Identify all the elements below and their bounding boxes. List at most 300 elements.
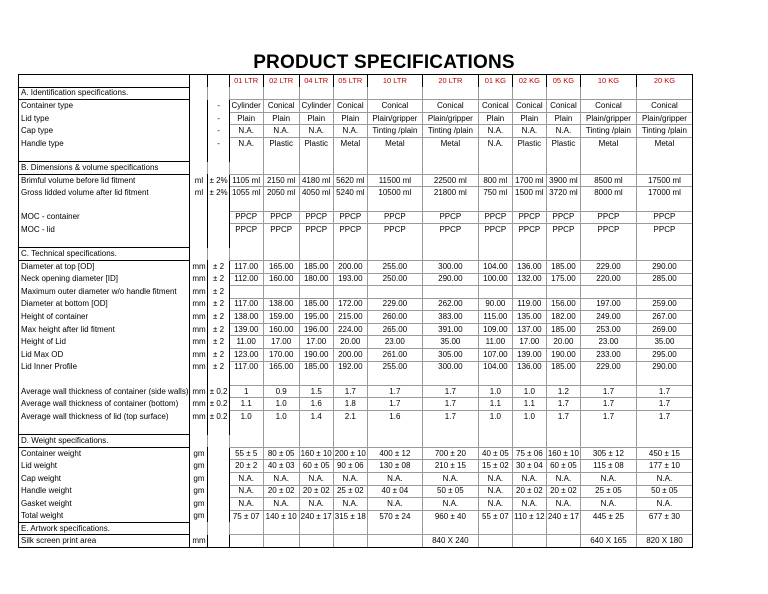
value-cell: PPCP	[580, 211, 636, 224]
value-cell	[263, 535, 299, 548]
value-cell: 25 ± 02	[333, 485, 367, 498]
spec-body	[19, 87, 693, 547]
empty-cell	[636, 236, 692, 248]
tolerance-cell	[208, 447, 229, 460]
empty-cell	[208, 162, 229, 175]
value-cell: 1055 ml	[229, 187, 263, 199]
empty-cell	[580, 199, 636, 211]
value-cell: Conical	[580, 100, 636, 113]
empty-cell	[263, 87, 299, 100]
value-cell: 75 ± 07	[229, 510, 263, 522]
empty-cell	[263, 150, 299, 162]
value-cell: 40 ± 05	[478, 447, 512, 460]
value-cell: 200.00	[333, 260, 367, 273]
value-cell: 185.00	[299, 361, 333, 373]
value-cell: 262.00	[422, 298, 478, 311]
value-cell: 445 ± 25	[580, 510, 636, 522]
value-cell: 30 ± 04	[512, 460, 546, 473]
empty-cell	[636, 522, 692, 535]
value-cell: 139.00	[229, 323, 263, 336]
value-cell: Conical	[367, 100, 422, 113]
empty-cell	[512, 162, 546, 175]
tolerance-cell: ± 2	[208, 336, 229, 349]
value-cell: 117.00	[229, 260, 263, 273]
empty-cell	[263, 199, 299, 211]
empty-cell	[229, 373, 263, 385]
value-cell: 285.00	[636, 273, 692, 286]
value-cell: 229.00	[367, 298, 422, 311]
empty-cell	[229, 150, 263, 162]
value-cell: Tinting /plain	[367, 125, 422, 138]
value-cell: 210 ± 15	[422, 460, 478, 473]
spec-row	[19, 411, 693, 423]
empty-cell	[299, 522, 333, 535]
value-cell: 220.00	[580, 273, 636, 286]
value-cell: 180.00	[299, 273, 333, 286]
empty-cell	[333, 87, 367, 100]
value-cell: 17.00	[299, 336, 333, 349]
value-cell: Conical	[263, 100, 299, 113]
empty-cell	[367, 435, 422, 448]
empty-cell	[263, 423, 299, 435]
spec-row	[19, 174, 693, 187]
tolerance-cell: ± 2	[208, 349, 229, 362]
value-cell: 5620 ml	[333, 174, 367, 187]
tolerance-cell: -	[208, 137, 229, 149]
value-cell: 1.7	[580, 398, 636, 411]
unit-cell: ml	[190, 174, 208, 187]
unit-cell: mm	[190, 535, 208, 548]
tolerance-cell: ± 2%	[208, 187, 229, 199]
value-cell: 90.00	[478, 298, 512, 311]
value-cell: 132.00	[512, 273, 546, 286]
unit-cell: mm	[190, 361, 208, 373]
empty-cell	[190, 435, 208, 448]
value-cell: N.A.	[422, 498, 478, 511]
spec-label: Cap type	[19, 125, 190, 138]
empty-cell	[422, 248, 478, 261]
header-spacer	[190, 75, 208, 88]
value-cell: 104.00	[478, 260, 512, 273]
value-cell: Conical	[512, 100, 546, 113]
value-cell: PPCP	[229, 224, 263, 236]
empty-cell	[512, 522, 546, 535]
tolerance-cell: -	[208, 100, 229, 113]
value-cell: 17000 ml	[636, 187, 692, 199]
value-cell: Plain	[546, 112, 580, 125]
spec-row	[19, 535, 693, 548]
spec-label: Height of container	[19, 311, 190, 324]
spec-label: Total weight	[19, 510, 190, 522]
spec-label: Diameter at top [OD]	[19, 260, 190, 273]
value-cell: 20.00	[333, 336, 367, 349]
value-cell: 1.7	[422, 411, 478, 423]
spec-row	[19, 498, 693, 511]
value-cell: 17500 ml	[636, 174, 692, 187]
capacity-header: 10 KG	[580, 75, 636, 88]
empty-cell	[546, 435, 580, 448]
value-cell: Conical	[478, 100, 512, 113]
spec-label: MOC - container	[19, 211, 190, 224]
unit-cell	[190, 137, 208, 149]
page-title: PRODUCT SPECIFICATIONS	[253, 52, 515, 73]
value-cell: 1.7	[367, 385, 422, 398]
empty-cell	[478, 87, 512, 100]
value-cell: N.A.	[263, 498, 299, 511]
value-cell: 20 ± 02	[546, 485, 580, 498]
value-cell: N.A.	[546, 473, 580, 486]
unit-cell: gm	[190, 447, 208, 460]
value-cell: 290.00	[422, 273, 478, 286]
value-cell: 820 X 180	[636, 535, 692, 548]
empty-cell	[263, 522, 299, 535]
empty-cell	[208, 522, 229, 535]
section-heading: A. Identification specifications.	[19, 87, 190, 100]
value-cell: 1.7	[422, 398, 478, 411]
value-cell: N.A.	[229, 137, 263, 149]
empty-cell	[546, 522, 580, 535]
empty-cell	[333, 423, 367, 435]
value-cell: 165.00	[263, 361, 299, 373]
empty-cell	[478, 373, 512, 385]
spec-label: Lid weight	[19, 460, 190, 473]
value-cell: 160 ± 10	[299, 447, 333, 460]
empty-cell	[478, 162, 512, 175]
unit-cell: mm	[190, 311, 208, 324]
empty-cell	[208, 373, 229, 385]
value-cell: Metal	[422, 137, 478, 149]
value-cell: 182.00	[546, 311, 580, 324]
unit-cell	[190, 211, 208, 224]
value-cell: Metal	[580, 137, 636, 149]
value-cell: N.A.	[263, 125, 299, 138]
empty-cell	[546, 162, 580, 175]
empty-cell	[190, 236, 208, 248]
value-cell: 1.6	[367, 411, 422, 423]
value-cell: N.A.	[478, 137, 512, 149]
empty-cell	[208, 435, 229, 448]
value-cell: 1.2	[546, 385, 580, 398]
spec-label: Gross lidded volume after lid fitment	[19, 187, 190, 199]
unit-cell: mm	[190, 398, 208, 411]
value-cell: PPCP	[512, 224, 546, 236]
value-cell: 140 ± 10	[263, 510, 299, 522]
value-cell: Plain	[512, 112, 546, 125]
empty-cell	[546, 199, 580, 211]
value-cell: PPCP	[367, 211, 422, 224]
value-cell: 1.8	[333, 398, 367, 411]
empty-cell	[636, 423, 692, 435]
value-cell: 1.7	[580, 411, 636, 423]
value-cell: Conical	[422, 100, 478, 113]
value-cell: 185.00	[299, 298, 333, 311]
spec-row	[19, 187, 693, 199]
spec-row	[19, 361, 693, 373]
value-cell	[299, 535, 333, 548]
tolerance-cell	[208, 510, 229, 522]
value-cell: 800 ml	[478, 174, 512, 187]
spec-row	[19, 273, 693, 286]
value-cell: Tinting /plain	[580, 125, 636, 138]
value-cell: Plain	[299, 112, 333, 125]
value-cell: 1.7	[367, 398, 422, 411]
unit-cell: mm	[190, 260, 208, 273]
value-cell: 1.1	[512, 398, 546, 411]
value-cell: N.A.	[229, 473, 263, 486]
spec-row	[19, 349, 693, 362]
section-row	[19, 435, 693, 448]
empty-cell	[229, 248, 263, 261]
value-cell: PPCP	[299, 224, 333, 236]
value-cell: Plain/gripper	[422, 112, 478, 125]
value-cell: 11.00	[478, 336, 512, 349]
empty-cell	[512, 236, 546, 248]
value-cell: 139.00	[512, 349, 546, 362]
value-cell: 159.00	[263, 311, 299, 324]
empty-cell	[546, 373, 580, 385]
tolerance-cell: ± 2%	[208, 174, 229, 187]
value-cell: N.A.	[367, 473, 422, 486]
value-cell: PPCP	[422, 211, 478, 224]
unit-cell: mm	[190, 286, 208, 299]
value-cell: 267.00	[636, 311, 692, 324]
value-cell: 1.0	[229, 411, 263, 423]
empty-cell	[580, 150, 636, 162]
value-cell	[512, 286, 546, 299]
empty-cell	[333, 199, 367, 211]
unit-cell: gm	[190, 473, 208, 486]
value-cell: 130 ± 08	[367, 460, 422, 473]
empty-cell	[299, 435, 333, 448]
value-cell: 185.00	[546, 260, 580, 273]
value-cell: 21800 ml	[422, 187, 478, 199]
value-cell: 11500 ml	[367, 174, 422, 187]
empty-cell	[208, 423, 229, 435]
value-cell: N.A.	[229, 125, 263, 138]
empty-cell	[299, 199, 333, 211]
spec-row	[19, 224, 693, 236]
tolerance-cell: ± 2	[208, 298, 229, 311]
unit-cell: mm	[190, 273, 208, 286]
value-cell: 215.00	[333, 311, 367, 324]
spec-label: Container type	[19, 100, 190, 113]
tolerance-cell	[208, 460, 229, 473]
section-heading: D. Weight specifications.	[19, 435, 190, 448]
value-cell: Plastic	[263, 137, 299, 149]
empty-cell	[580, 522, 636, 535]
capacity-header: 10 LTR	[367, 75, 422, 88]
empty-cell	[636, 150, 692, 162]
empty-cell	[636, 87, 692, 100]
value-cell: Cylinder	[299, 100, 333, 113]
value-cell: 229.00	[580, 361, 636, 373]
unit-cell: gm	[190, 510, 208, 522]
value-cell: PPCP	[580, 224, 636, 236]
tolerance-cell: ± 2	[208, 311, 229, 324]
value-cell: PPCP	[263, 211, 299, 224]
value-cell: 138.00	[229, 311, 263, 324]
value-cell: N.A.	[478, 485, 512, 498]
value-cell: 391.00	[422, 323, 478, 336]
value-cell: 1.7	[422, 385, 478, 398]
unit-cell: mm	[190, 298, 208, 311]
value-cell: 265.00	[367, 323, 422, 336]
value-cell: 185.00	[546, 361, 580, 373]
empty-cell	[299, 150, 333, 162]
empty-cell	[190, 87, 208, 100]
unit-cell: mm	[190, 385, 208, 398]
empty-cell	[636, 199, 692, 211]
empty-cell	[580, 162, 636, 175]
value-cell: 255.00	[367, 361, 422, 373]
unit-cell	[190, 100, 208, 113]
value-cell: 196.00	[299, 323, 333, 336]
value-cell: 1.1	[478, 398, 512, 411]
empty-cell	[263, 248, 299, 261]
value-cell: N.A.	[229, 485, 263, 498]
empty-cell	[299, 236, 333, 248]
empty-cell	[208, 199, 229, 211]
value-cell: 55 ± 5	[229, 447, 263, 460]
value-cell: 750 ml	[478, 187, 512, 199]
empty-cell	[478, 199, 512, 211]
value-cell: N.A.	[299, 498, 333, 511]
value-cell: 295.00	[636, 349, 692, 362]
value-cell: 117.00	[229, 361, 263, 373]
spec-row	[19, 311, 693, 324]
empty-cell	[190, 423, 208, 435]
value-cell: 259.00	[636, 298, 692, 311]
empty-cell	[263, 162, 299, 175]
value-cell	[546, 286, 580, 299]
value-cell: PPCP	[263, 224, 299, 236]
value-cell: 23.00	[580, 336, 636, 349]
value-cell: 17.00	[512, 336, 546, 349]
value-cell: 177 ± 10	[636, 460, 692, 473]
value-cell: 137.00	[512, 323, 546, 336]
empty-cell	[636, 373, 692, 385]
spec-row	[19, 260, 693, 273]
spec-label: Cap weight	[19, 473, 190, 486]
tolerance-cell: ± 0.2	[208, 398, 229, 411]
empty-cell	[422, 162, 478, 175]
spec-label: Lid Max OD	[19, 349, 190, 362]
spec-row	[19, 398, 693, 411]
unit-cell	[190, 112, 208, 125]
capacity-header: 05 LTR	[333, 75, 367, 88]
empty-cell	[208, 236, 229, 248]
tolerance-cell	[208, 473, 229, 486]
value-cell: Metal	[636, 137, 692, 149]
unit-cell	[190, 125, 208, 138]
value-cell: Plastic	[546, 137, 580, 149]
value-cell: PPCP	[478, 224, 512, 236]
empty-cell	[367, 248, 422, 261]
empty-cell	[367, 423, 422, 435]
empty-cell	[190, 150, 208, 162]
value-cell: Plain	[229, 112, 263, 125]
empty-cell	[478, 423, 512, 435]
spec-label: Handle type	[19, 137, 190, 149]
value-cell: 1.7	[580, 385, 636, 398]
empty-cell	[190, 248, 208, 261]
value-cell: 55 ± 07	[478, 510, 512, 522]
value-cell: 233.00	[580, 349, 636, 362]
spec-label: Average wall thickness of container (bottom)	[19, 398, 190, 411]
value-cell: N.A.	[333, 473, 367, 486]
empty-cell	[208, 150, 229, 162]
value-cell: N.A.	[333, 498, 367, 511]
value-cell: 250.00	[367, 273, 422, 286]
value-cell: PPCP	[512, 211, 546, 224]
empty-cell	[229, 87, 263, 100]
value-cell: Plain	[333, 112, 367, 125]
value-cell: Cylinder	[229, 100, 263, 113]
value-cell: 1.7	[546, 398, 580, 411]
spec-label: Lid Inner Profile	[19, 361, 190, 373]
value-cell: 261.00	[367, 349, 422, 362]
capacity-header-row	[19, 75, 693, 88]
value-cell: 200 ± 10	[333, 447, 367, 460]
value-cell: 269.00	[636, 323, 692, 336]
empty-cell	[333, 522, 367, 535]
spec-label: Average wall thickness of lid (top surface)	[19, 411, 190, 423]
value-cell: 1.7	[636, 385, 692, 398]
empty-cell	[190, 162, 208, 175]
value-cell: 240 ± 17	[300, 511, 332, 521]
tolerance-cell	[208, 498, 229, 511]
value-cell: PPCP	[229, 211, 263, 224]
empty-cell	[229, 423, 263, 435]
value-cell: 175.00	[546, 273, 580, 286]
empty-cell	[422, 522, 478, 535]
value-cell: 3900 ml	[546, 174, 580, 187]
empty-cell	[367, 162, 422, 175]
value-cell: 60 ± 05	[546, 460, 580, 473]
value-cell	[546, 535, 580, 548]
value-cell: 185.00	[546, 323, 580, 336]
value-cell: 138.00	[263, 298, 299, 311]
value-cell: Conical	[636, 100, 692, 113]
spec-row	[19, 286, 693, 299]
value-cell: 170.00	[263, 349, 299, 362]
value-cell: 195.00	[299, 311, 333, 324]
value-cell	[299, 286, 333, 299]
tolerance-cell: ± 2	[208, 273, 229, 286]
spec-label: Maximum outer diameter w/o handle fitment	[19, 286, 190, 299]
value-cell: Conical	[546, 100, 580, 113]
value-cell: 193.00	[333, 273, 367, 286]
empty-cell	[546, 423, 580, 435]
value-cell: 50 ± 05	[422, 485, 478, 498]
spec-table	[18, 74, 693, 548]
value-cell: 135.00	[512, 311, 546, 324]
value-cell: 249.00	[580, 311, 636, 324]
spec-label: Handle weight	[19, 485, 190, 498]
value-cell: 17.00	[263, 336, 299, 349]
value-cell: 22500 ml	[422, 174, 478, 187]
value-cell: PPCP	[636, 224, 692, 236]
value-cell: 1.4	[299, 411, 333, 423]
spec-row	[19, 510, 693, 522]
value-cell: PPCP	[422, 224, 478, 236]
value-cell: Conical	[333, 100, 367, 113]
value-cell: 3720 ml	[546, 187, 580, 199]
value-cell: 20.00	[546, 336, 580, 349]
tolerance-cell	[208, 224, 229, 236]
value-cell: PPCP	[367, 224, 422, 236]
empty-cell	[512, 373, 546, 385]
